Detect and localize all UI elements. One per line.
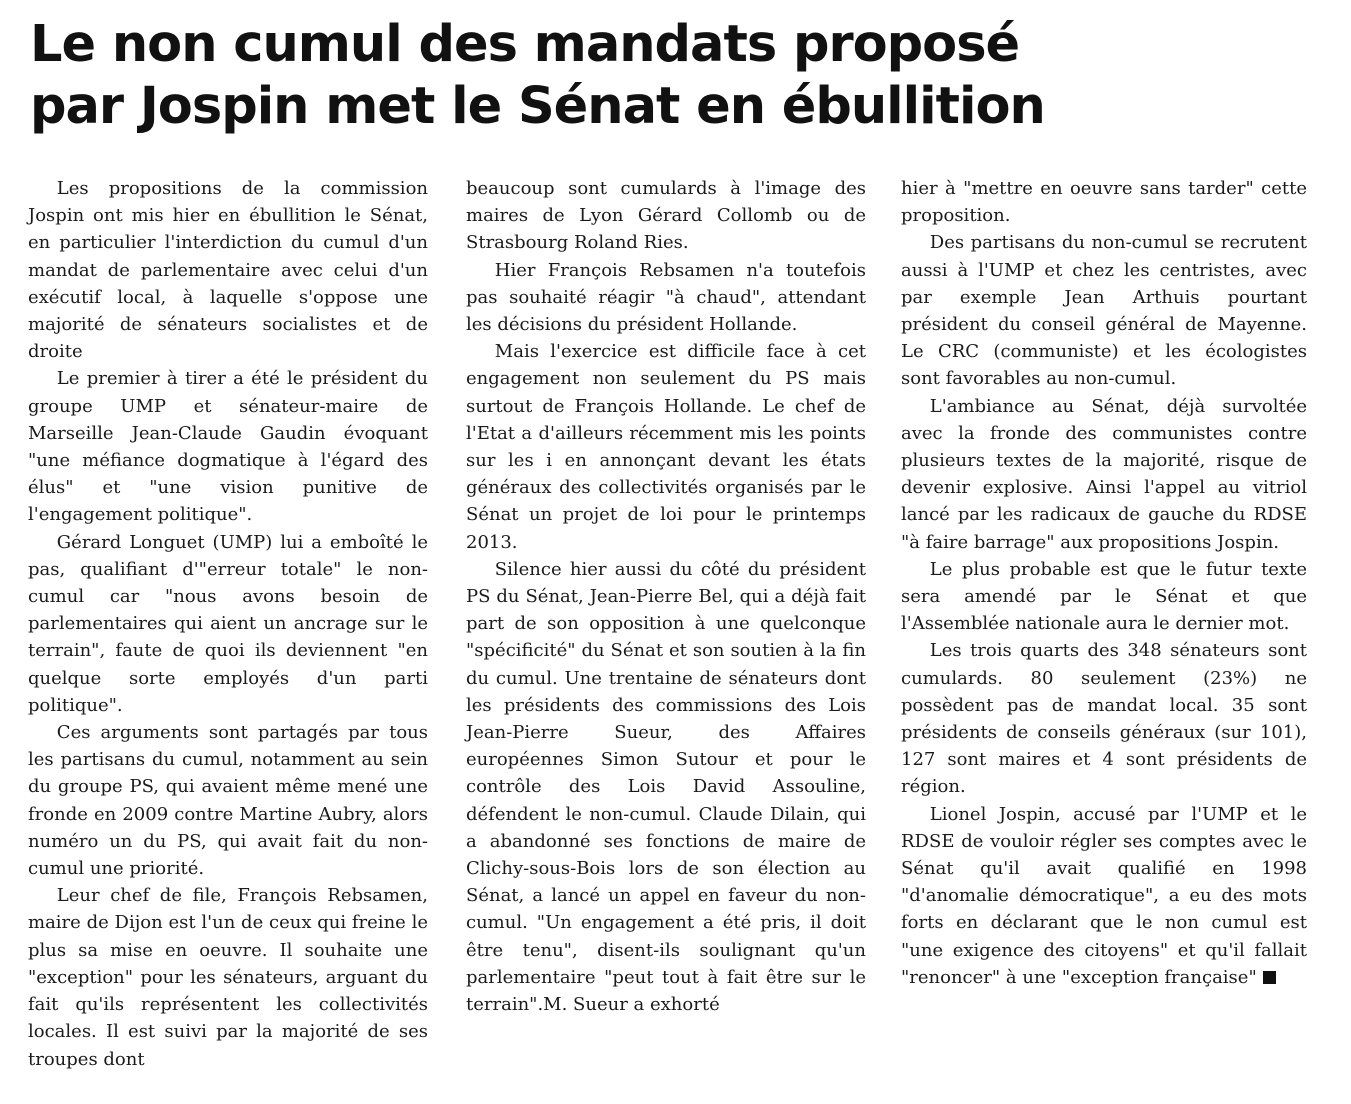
paragraph: Des partisans du non-cumul se recrutent aussi à l'UMP et chez les centristes, avec par exemple Jean Arthuis pourtant président du conseil général de Mayenne. Le CRC (communiste) et les écologistes sont favorables au non-cumul. [901,232,1307,390]
text-column-3 [901,175,1307,991]
paragraph: Hier François Rebsamen n'a toutefois pas souhaité réagir "à chaud", attendant les décisions du président Hollande. [466,259,866,336]
paragraph-final-text: Lionel Jospin, accusé par l'UMP et le RDSE de vouloir régler ses comptes avec le Sénat qu'il avait qualifié en 1998 "d'anomalie démocratique", a eu des mots forts en déclarant que le non cumul est "une exigence des citoyens" et qu'il fallait "renoncer" à une "exception française" [901,803,1307,988]
paragraph: Leur chef de file, François Rebsamen, maire de Dijon est l'un de ceux qui freine le plus sa mise en oeuvre. Il souhaite une "exception" pour les sénateurs, arguant du fait qu'ils représentent les collectivités locales. Il est suivi par la majorité de ses troupes dont [28,885,428,1070]
paragraph-final [901,801,1307,991]
headline-line-1: Le non cumul des mandats proposé [30,15,1020,74]
paragraph: Les propositions de la commission Jospin ont mis hier en ébullition le Sénat, en particulier l'interdiction du cumul d'un mandat de parlementaire avec celui d'un exécutif local, à laquelle s'oppose une majorité de sénateurs socialistes et de droite [28,178,428,363]
paragraph: Les trois quarts des 348 sénateurs sont cumulards. 80 seulement (23%) ne possèdent pas de mandat local. 35 sont présidents de conseils généraux (sur 101), 127 sont maires et 4 sont présidents de région. [901,640,1307,798]
paragraph: Mais l'exercice est difficile face à cet engagement non seulement du PS mais surtout de François Hollande. Le chef de l'Etat a d'ailleurs récemment mis les points sur les i en annonçant devant les états généraux des collectivités organisés par le Sénat un projet de loi pour le printemps 2013. [466,341,866,553]
end-of-article-square-icon [1263,971,1276,984]
text-column-2 [466,175,866,1018]
article-headline [30,14,1330,138]
paragraph: beaucoup sont cumulards à l'image des maires de Lyon Gérard Collomb ou de Strasbourg Roland Ries. [466,178,866,254]
paragraph: Le premier à tirer a été le président du groupe UMP et sénateur-maire de Marseille Jean-Claude Gaudin évoquant "une méfiance dogmatique à l'égard des élus" et "une vision punitive de l'engagement politique". [28,368,428,526]
paragraph: Le plus probable est que le futur texte sera amendé par le Sénat et que l'Assemblée nationale aura le dernier mot. [901,558,1307,635]
headline-line-2: par Jospin met le Sénat en ébullition [30,77,1045,136]
paragraph: hier à "mettre en oeuvre sans tarder" cette proposition. [901,178,1307,227]
paragraph: L'ambiance au Sénat, déjà survoltée avec la fronde des communistes contre plusieurs textes de la majorité, risque de devenir explosive. Ainsi l'appel au vitriol lancé par les radicaux de gauche du RDSE "à faire barrage" aux propositions Jospin. [901,395,1307,553]
text-column-1 [28,175,428,1073]
article-body [28,175,1312,1085]
paragraph: Gérard Longuet (UMP) lui a emboîté le pas, qualifiant d'"erreur totale" le non-cumul car "nous avons besoin de parlementaires qui aient un ancrage sur le terrain", faute de quoi ils deviennent "en quelque sorte employés d'un parti politique". [28,531,428,716]
paragraph: Ces arguments sont partagés par tous les partisans du cumul, notamment au sein du groupe PS, qui avaient même mené une fronde en 2009 contre Martine Aubry, alors numéro un du PS, qui avait fait du non-cumul une priorité. [28,722,428,880]
paragraph: Silence hier aussi du côté du président PS du Sénat, Jean-Pierre Bel, qui a déjà fait part de son opposition à une quelconque "spécificité" du Sénat et son soutien à la fin du cumul. Une trentaine de sénateurs dont les présidents des commissions des Lois Jean-Pierre Sueur, des Affaires européennes Simon Sutour et pour le contrôle des Lois David Assouline, défendent le non-cumul. Claude Dilain, qui a abandonné ses fonctions de maire de Clichy-sous-Bois lors de son élection au Sénat, a lancé un appel en faveur du non-cumul. "Un engagement a été pris, il doit être tenu", disent-ils soulignant qu'un parlementaire "peut tout à fait être sur le terrain".M. Sueur a exhorté [466,558,866,1016]
